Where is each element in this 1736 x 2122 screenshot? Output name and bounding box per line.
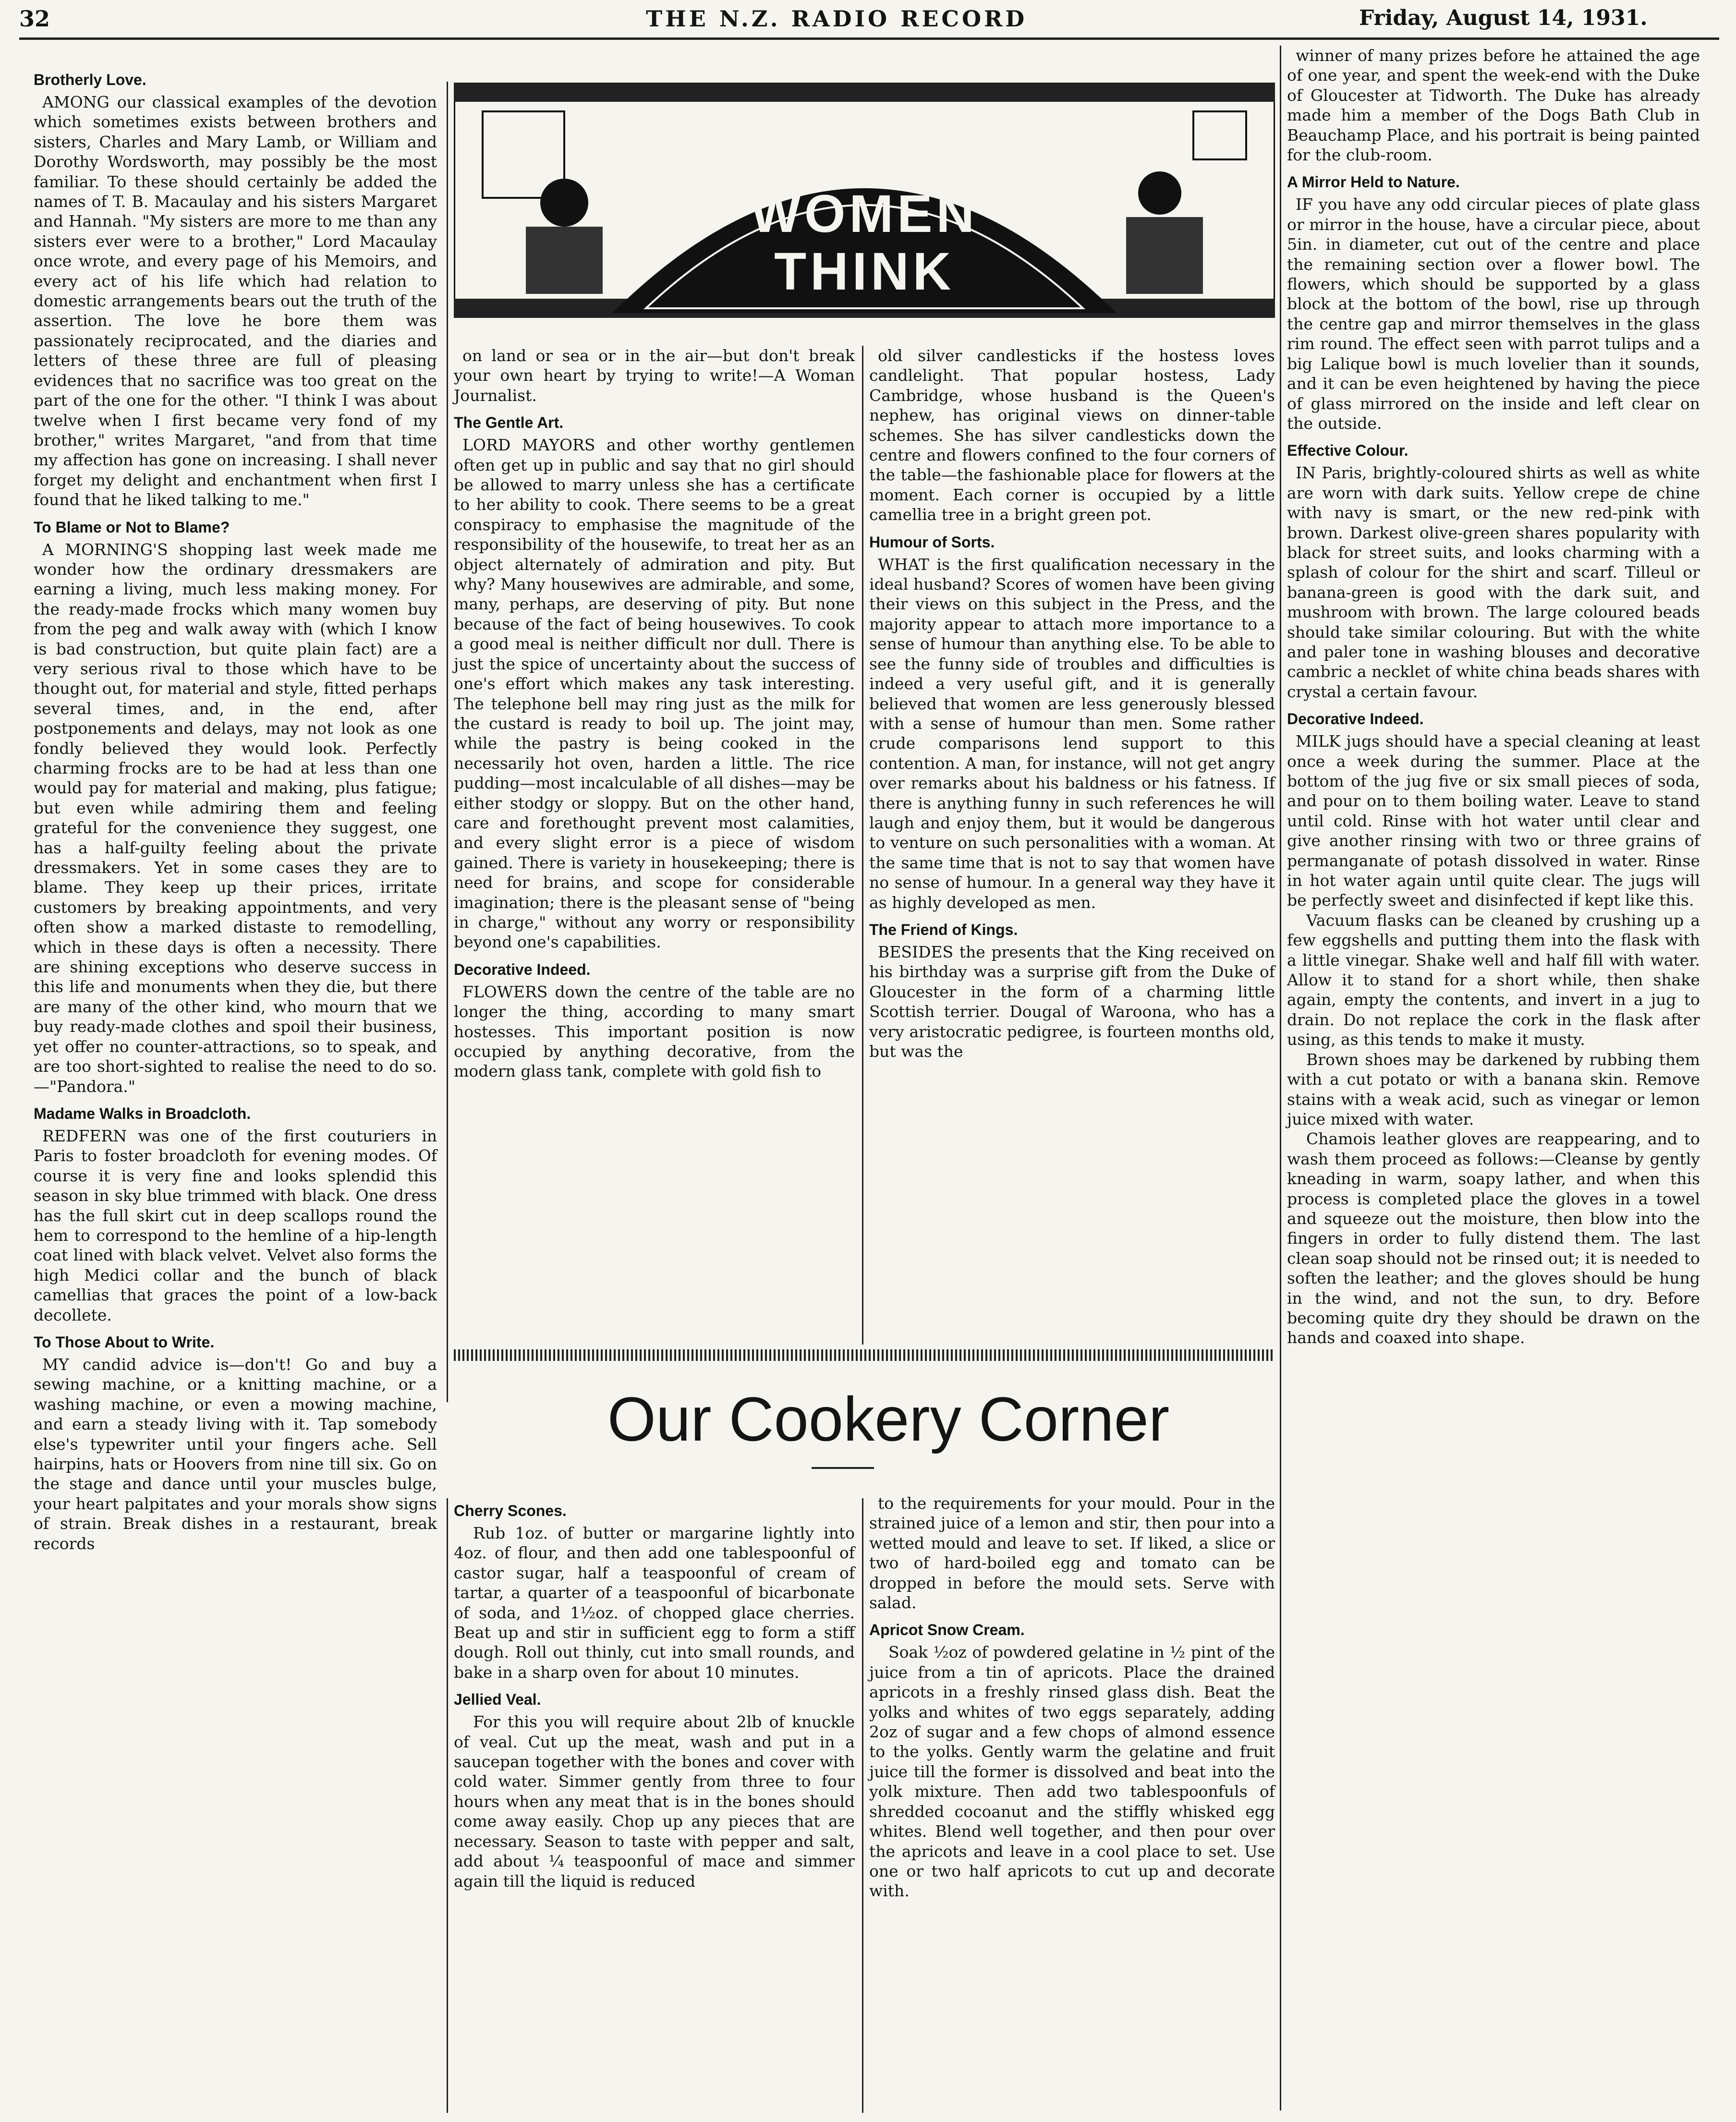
column-rule-3 (862, 346, 863, 1345)
heading-brotherly-love: Brotherly Love. (34, 71, 146, 88)
cookery-column-1 (454, 1493, 855, 1891)
heading-to-blame: To Blame or Not to Blame? (34, 518, 230, 536)
heading-friend-of-kings: The Friend of Kings. (869, 921, 1018, 938)
recipe-jellied-veal: For this you will require about 2lb of knuckle of veal. Cut up the meat, wash and put in a saucepan together with the bones and cover with cold water. Simmer gently from three to four hours when any meat that is in the bones should come away easily. Chop up any pieces that are necessary. Season to taste with pepper and salt, add about ¼ teaspoonful of mace and simmer again till the liquid is reduced (454, 1712, 855, 1891)
header-rule (19, 37, 1719, 40)
recipe-apricot-snow-cream: Soak ½oz of powdered gelatine in ½ pint of the juice from a tin of apricots. Place the drained apricots in a freshly rinsed glass dish. Beat the yolks and whites of two eggs separately, adding 2oz of sugar and a few chops of almond essence to the yolks. Gently warm the gelatine and fruit juice till the former is dissolved and beat into the yolk mixture. Then add two tablespoonfuls of shredded cocoanut and the stiffly whisked egg whites. Blend well together, and then pour over the apricots and leave in a cool place to set. Use one or two half apricots to cut up and decorate with. (869, 1643, 1275, 1901)
column-4 (1287, 46, 1700, 1348)
article-effective-colour: IN Paris, brightly-coloured shirts as well as white are worn with dark suits. Yellow crepe de chine with navy is smart, or the new red-pink with brown. Darkest olive-green shares popularity with black for street suits, and looks charming with a splash of colour for the shirt and scarf. Tilleul or banana-green is good with the dark suit, and mushroom with brown. The large coloured beads should take similar colouring. But with the white and paler tone in washing blouses and decorative cambric a necklet of white china beads shares with crystal a certain favour. (1287, 463, 1700, 701)
page-number: 32 (19, 6, 50, 32)
article-gentle-art: LORD MAYORS and other worthy gentlemen often get up in public and say that no girl should be allowed to marry unless she has a certificate to her ability to cook. There seems to be a great conspiracy to emphasise the magnitude of the responsibility of the housewife, to treat her as an object alternately of admiration and pity. But why? Many housewives are admirable, and some, many, perhaps, are deserving of pity. But none because of the fact of being housewives. To cook a good meal is neither difficult nor dull. There is just the spice of uncertainty about the success of one's effort which makes any task interesting. The telephone bell may ring just as the milk for the custard is ready to boil up. The joint may, while the pastry is being cooked in the necessarily hot oven, harden a little. The rice pudding—most incalculable of all dishes—may be either stodgy or sloppy. But on the other hand, care and forethought prevent most calamities, and every slight error is a piece of wisdom gained. There is variety in housekeeping; there is need for brains, and scope for considerable imagination; there is the pleasant sense of "being in charge," without any worry or responsibility beyond one's capabilities. (454, 436, 855, 952)
publication-title: THE N.Z. RADIO RECORD (646, 6, 1028, 32)
cookery-column-2 (869, 1493, 1275, 1901)
article-milk-jugs: MILK jugs should have a special cleaning at least once a week during the summer. Place at the bottom of the jug five or six small pieces of soda, and pour on to them boiling water. Leave to stand until cold. Rinse with hot water until clear and give another rinsing with two or three grains of permanganate of potash dissolved in water. Rinse in hot water again until quite clear. The jugs will be perfectly sweet and disinfected if kept like this. (1287, 732, 1700, 910)
recipe-veal-continued: to the requirements for your mould. Pour in the strained juice of a lemon and stir, then pour into a wetted mould and leave to set. If liked, a slice or two of hard-boiled egg and tomato can be dropped in before the mould sets. Serve with salad. (869, 1494, 1275, 1613)
article-friend-of-kings: BESIDES the presents that the King received on his birthday was a surprise gift from the Duke of Gloucester in the form of a charming little Scottish terrier. Dougal of Waroona, who has a very aristocratic pedigree, is fourteen months old, but was the (869, 942, 1275, 1061)
article-to-blame: A MORNING'S shopping last week made me wonder how the ordinary dressmakers are earning a living, much less making money. For the ready-made frocks which many women buy from the peg and walk away with (which I know is bad construction, but quite plain fact) are a very serious rival to those which have to be thought out, for material and style, fitted perhaps several times, and, in the end, after postponements and delays, may not look as one fondly believed they would look. Perfectly charming frocks are to be had at less than one would pay for material and making, plus fatigue; but even while admiring them and feeling grateful for the convenience they suggest, one has a half-guilty feeling about the private dressmakers. Yet in some cases they are to blame. They keep up their prices, irritate customers by breaking appointments, and very often show a marked distaste to remodelling, which in these days is often a necessity. There are shining exceptions who deserve success in this life and monuments when they die, but there are many of the other kind, who mourn that we buy ready-made clothes and spoil their business, yet offer no counter-attractions, so to speak, and are too short-sighted to realise the need to do so.—"Pandora." (34, 540, 437, 1096)
what-we-women-think-banner (454, 83, 1275, 318)
article-vacuum-flasks: Vacuum flasks can be cleaned by crushing up a few eggshells and putting them into the flask with a little vinegar. Shake well and half fill with water. Allow it to stand for a short while, then shake again, empty the contents, and invert in a jug to drain. Do not replace the cork in the flask after using, as this tends to make it musty. (1287, 910, 1700, 1049)
heading-humour-of-sorts: Humour of Sorts. (869, 533, 995, 551)
heading-decorative-indeed-2: Decorative Indeed. (1287, 710, 1424, 728)
heading-mirror: A Mirror Held to Nature. (1287, 173, 1460, 191)
recipe-cherry-scones: Rub 1oz. of butter or margarine lightly into 4oz. of flour, and then add one tablespoonful of castor sugar, half a teaspoonful of cream of tartar, a quarter of a teaspoonful of bicarbonate of soda, and 1½oz. of chopped glace cherries. Beat up and stir in sufficient egg to form a stiff dough. Roll out thinly, cut into small rounds, and bake in a sharp oven for about 10 minutes. (454, 1524, 855, 1682)
article-chamois-gloves: Chamois leather gloves are reappearing, and to wash them proceed as follows:—Cleanse by gently kneading in warm, soapy lather, and when this process is completed place the gloves in a towel and squeeze out the moisture, then blow into the fingers in order to fully distend them. The last clean soap should not be rinsed out; it is needed to soften the leather; and the gloves should be hung in the wind, and not the sun, to dry. Before becoming quite dry they should be drawn on the hands and coaxed into shape. (1287, 1129, 1700, 1347)
column-2 (454, 346, 855, 1081)
article-candlesticks: old silver candlesticks if the hostess loves candlelight. That popular hostess, Lady Cambridge, whose husband is the Queen's nephew, has original views on dinner-table schemes. She has silver candlesticks down the centre and flowers confined to the four corners of the table—the fashionable place for flowers at the moment. Each corner is occupied by a little camellia tree in a bright green pot. (869, 346, 1275, 524)
article-decorative-indeed-1: FLOWERS down the centre of the table are no longer the thing, according to many smart hostesses. This important position is now occupied by anything decorative, from the modern glass tank, complete with gold fish to (454, 982, 855, 1081)
heading-madame-walks: Madame Walks in Broadcloth. (34, 1104, 251, 1122)
heading-decorative-indeed-1: Decorative Indeed. (454, 960, 591, 978)
article-to-those-about-to-write: MY candid advice is—don't! Go and buy a sewing machine, or a knitting machine, or a washing machine, or even a mowing machine, and earn a steady living with it. Tap somebody else's typewriter until your fingers ache. Sell hairpins, hats or Hoovers from nine till six. Go on the stage and dance until your muscles bulge, your heart palpitates and your morals show signs of strain. Break dishes in a restaurant, break records (34, 1355, 437, 1553)
issue-date: Friday, August 14, 1931. (1359, 6, 1648, 30)
article-kings-continued: winner of many prizes before he attained the age of one year, and spent the week-end with the Duke of Gloucester at Tidworth. The Duke has already made him a member of the Dogs Bath Club in Beauchamp Place, and his portrait is being painted for the club-room. (1287, 46, 1700, 165)
heading-gentle-art: The Gentle Art. (454, 414, 564, 432)
article-brotherly-love: AMONG our classical examples of the devotion which sometimes exists between brothers and sisters, Charles and Mary Lamb, or William and Dorothy Wordsworth, may possibly be the most familiar. To these should certainly be added the names of T. B. Macaulay and his sisters Margaret and Hannah. "My sisters are more to me than any sisters ever were to a brother," Lord Macaulay once wrote, and every page of his Memoirs, and every act of his life which had relation to domestic arrangements bears out the truth of the assertion. The love he bore them was passionately reciprocated, and the diaries and letters of these three are full of pleasing evidences that no sacrifice was too great on the part of the one for the other. "I think I was about twelve when I first became very fond of my brother," writes Margaret, "and from that time my affection has gone on increasing. I shall never forget my delight and enchantment when first I found that he liked talking to me." (34, 93, 437, 509)
column-rule-4 (447, 1498, 448, 2113)
article-mirror: IF you have any odd circular pieces of plate glass or mirror in the house, have a circular piece, about 5in. in diameter, cut out of the centre and place the remaining section over a flower bowl. The flowers, which should be supported by a glass block at the bottom of the bowl, rise up through the centre gap and mirror themselves in the glass rim round. The effect seen with parrot tulips and a big Lalique bowl is much lovelier than it sounds, and it can be even heightened by having the piece of glass mirrored on the inside and left clear on the outside. (1287, 195, 1700, 433)
column-3 (869, 346, 1275, 1061)
banner-title-line-2: WOMEN (751, 184, 978, 243)
heading-to-those-about-to-write: To Those About to Write. (34, 1333, 215, 1351)
column-1 (34, 62, 437, 1553)
article-madame-walks: REDFERN was one of the first couturiers in Paris to foster broadcloth for evening modes. Of course it is very fine and looks splendid this season in sky blue trimmed with black. One dress has the full skirt cut in deep scallops round the hem to correspond to the hemline of a hip-length coat lined with black velvet. Velvet also forms the high Medici collar and the bunch of black camellias that graces the point of a low-back decollete. (34, 1126, 437, 1324)
article-brown-shoes: Brown shoes may be darkened by rubbing them with a cut potato or with a banana skin. Remove stains with a weak acid, such as vinegar or lemon juice mixed with water. (1287, 1050, 1700, 1128)
column-rule-1 (447, 82, 448, 1402)
heading-jellied-veal: Jellied Veal. (454, 1691, 541, 1709)
heading-effective-colour: Effective Colour. (1287, 442, 1408, 460)
banner-title-line-1: WHAT WE (724, 127, 1005, 186)
column-rule-2 (1280, 46, 1281, 2110)
cookery-title-underline (812, 1467, 874, 1469)
banner-title-line-3: THINK (774, 242, 955, 301)
article-writing-continued: on land or sea or in the air—but don't break your own heart by trying to write!—A Woman Journalist. (454, 346, 855, 405)
heading-cherry-scones: Cherry Scones. (454, 1502, 567, 1519)
heading-apricot-snow-cream: Apricot Snow Cream. (869, 1621, 1025, 1639)
decorative-border (454, 1349, 1275, 1361)
cookery-corner-title: Our Cookery Corner (607, 1384, 1170, 1454)
article-humour-of-sorts: WHAT is the first qualification necessary in the ideal husband? Scores of women have been giving their views on this subject in the Press, and the majority appear to attach more importance to a sense of humour than anything else. To be able to see the funny side of troubles and difficulties is indeed a very useful gift, and it is generally believed that women are less generously blessed with a sense of humour than men. Some rather crude comparisons lend support to this contention. A man, for instance, will not get angry over remarks about his baldness or his fatness. If there is anything funny in such references he will laugh and enjoy them, but it would be dangerous to venture on such personalities with a woman. At the same time that is not to say that women have no sense of humour. In a general way they have it as highly developed as men. (869, 555, 1275, 912)
column-rule-5 (862, 1498, 863, 2113)
